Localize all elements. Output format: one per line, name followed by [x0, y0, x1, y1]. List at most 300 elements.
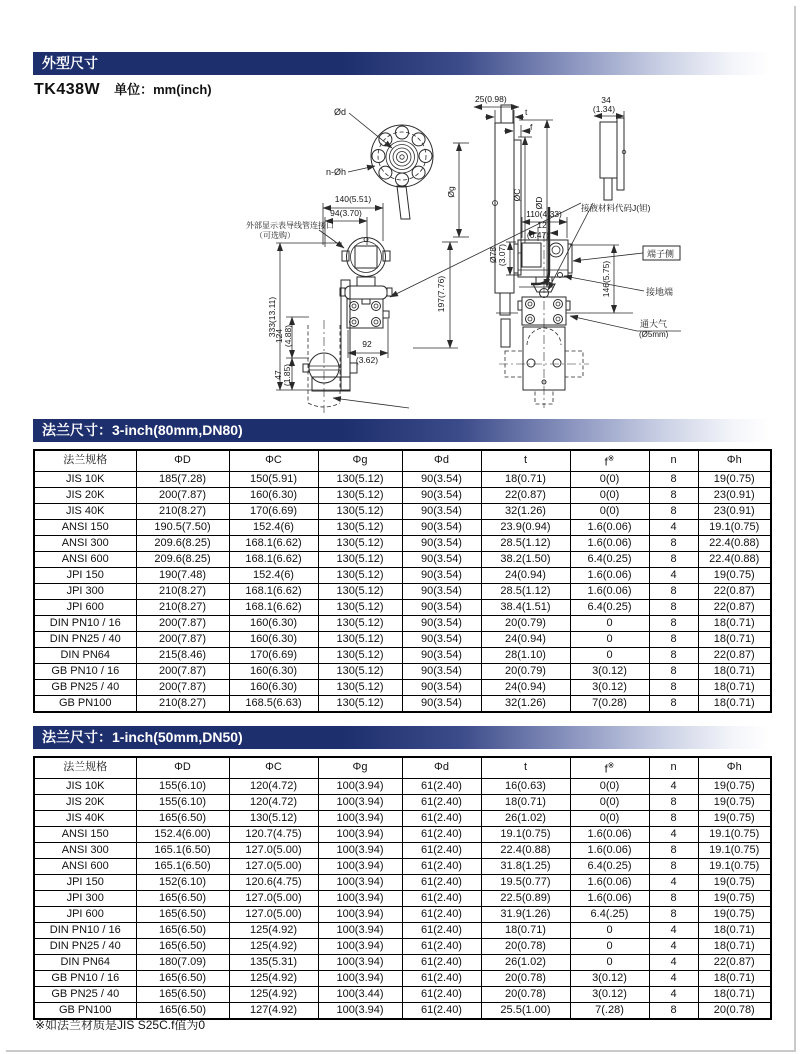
table-cell: ANSI 300: [34, 535, 136, 551]
table-cell: 168.1(6.62): [229, 551, 318, 567]
table-cell: 0(0): [570, 794, 649, 810]
table-cell: JIS 10K: [34, 778, 136, 794]
table-cell: 6.4(0.25): [570, 599, 649, 615]
table-cell: 152.4(6.00): [136, 826, 229, 842]
table-cell: 168.5(6.63): [229, 695, 318, 712]
table-cell: 18(0.71): [481, 471, 570, 487]
table-cell: 31.8(1.25): [481, 858, 570, 874]
drawing-label: (3.07): [497, 243, 507, 267]
table-cell: 209.6(8.25): [136, 551, 229, 567]
table-cell: DIN PN25 / 40: [34, 631, 136, 647]
table-cell: 0: [570, 922, 649, 938]
table-row: [34, 858, 771, 874]
table-cell: GB PN100: [34, 1002, 136, 1019]
drawing-label: f: [530, 122, 533, 132]
table-cell: 130(5.12): [318, 567, 402, 583]
table-row: [34, 487, 771, 503]
column-header: Φh: [698, 757, 771, 778]
table-cell: 90(3.54): [402, 567, 481, 583]
table-cell: 165(6.50): [136, 938, 229, 954]
column-header: Φd: [402, 450, 481, 471]
table-cell: 180(7.09): [136, 954, 229, 970]
table-cell: 20(0.78): [481, 986, 570, 1002]
table-row: [34, 567, 771, 583]
table-cell: 170(6.69): [229, 647, 318, 663]
table-cell: 4: [649, 874, 698, 890]
table-row: [34, 826, 771, 842]
table-cell: 0: [570, 615, 649, 631]
table-cell: 210(8.27): [136, 599, 229, 615]
table-cell: 19.1(0.75): [698, 842, 771, 858]
table-cell: 19.1(0.75): [698, 519, 771, 535]
table-cell: 0: [570, 938, 649, 954]
table-cell: 28(1.10): [481, 647, 570, 663]
table-cell: 120.7(4.75): [229, 826, 318, 842]
drawing-label: (0.47): [526, 230, 550, 240]
table-cell: 127.0(5.00): [229, 890, 318, 906]
drawing-label: Ø78: [488, 246, 498, 264]
table-cell: 165(6.50): [136, 922, 229, 938]
table-cell: 130(5.12): [318, 471, 402, 487]
table-row: [34, 890, 771, 906]
table-cell: ANSI 300: [34, 842, 136, 858]
table-cell: 120(4.72): [229, 794, 318, 810]
flange-table-1inch: [33, 756, 772, 1020]
table-row: [34, 519, 771, 535]
column-header: n: [649, 450, 698, 471]
section-header-flange-3inch: [33, 419, 770, 442]
drawing-label: (3.62): [355, 355, 379, 365]
table-cell: 4: [649, 567, 698, 583]
table-cell: 61(2.40): [402, 1002, 481, 1019]
table-cell: JPI 600: [34, 906, 136, 922]
drawing-label: 146(5.75): [601, 260, 611, 298]
table-cell: ANSI 600: [34, 551, 136, 567]
column-header: Φh: [698, 450, 771, 471]
table-cell: 165.1(6.50): [136, 858, 229, 874]
table-cell: 18(0.71): [698, 938, 771, 954]
table-cell: 3(0.12): [570, 663, 649, 679]
table-cell: 4: [649, 938, 698, 954]
drawing-label: 接地端: [646, 287, 674, 297]
table-cell: 160(6.30): [229, 679, 318, 695]
table-cell: 185(7.28): [136, 471, 229, 487]
table-cell: 8: [649, 695, 698, 712]
table-cell: 61(2.40): [402, 874, 481, 890]
transmitter-front-view: [276, 203, 549, 413]
table-cell: 22(0.87): [698, 583, 771, 599]
table-cell: 61(2.40): [402, 778, 481, 794]
model-number: TK438W: [34, 81, 101, 98]
table-cell: 90(3.54): [402, 583, 481, 599]
table-cell: 100(3.94): [318, 890, 402, 906]
table-cell: 8: [649, 858, 698, 874]
table-cell: 152.4(6): [229, 519, 318, 535]
table-cell: 23(0.91): [698, 487, 771, 503]
table-cell: 6.4(0.25): [570, 858, 649, 874]
table-row: [34, 663, 771, 679]
table-cell: 38.2(1.50): [481, 551, 570, 567]
table-cell: 4: [649, 954, 698, 970]
column-header: f※: [570, 450, 649, 471]
table-cell: 165(6.50): [136, 970, 229, 986]
table-row: [34, 695, 771, 712]
drawing-label: (1.85): [282, 363, 292, 387]
section-title: 外型尺寸: [42, 55, 98, 71]
table-cell: 24(0.94): [481, 679, 570, 695]
drawing-label: 333(13.11): [267, 296, 277, 338]
column-header: Φd: [402, 757, 481, 778]
table-row: [34, 778, 771, 794]
table-cell: 100(3.94): [318, 842, 402, 858]
table-cell: JIS 20K: [34, 487, 136, 503]
table-cell: 210(8.27): [136, 695, 229, 712]
column-header: ΦC: [229, 450, 318, 471]
table-cell: 61(2.40): [402, 858, 481, 874]
table-cell: 190.5(7.50): [136, 519, 229, 535]
table-cell: 18(0.71): [698, 615, 771, 631]
table-row: [34, 970, 771, 986]
table-cell: 61(2.40): [402, 906, 481, 922]
table-cell: 23.9(0.94): [481, 519, 570, 535]
drawing-label: 47: [273, 370, 283, 380]
table-cell: 130(5.12): [318, 551, 402, 567]
table-cell: 0(0): [570, 487, 649, 503]
table-cell: 0: [570, 647, 649, 663]
column-header: ΦD: [136, 450, 229, 471]
table-cell: 90(3.54): [402, 615, 481, 631]
table-cell: 19.1(0.75): [698, 826, 771, 842]
table-cell: 22(0.87): [698, 599, 771, 615]
table-cell: 165.1(6.50): [136, 842, 229, 858]
footnote: ※如法兰材质是JIS S25C.f值为0: [35, 1018, 206, 1032]
table-cell: 19(0.75): [698, 906, 771, 922]
table-cell: 18(0.71): [698, 986, 771, 1002]
table-cell: GB PN10 / 16: [34, 970, 136, 986]
drawing-label: 110(4.33): [526, 209, 562, 219]
table-row: [34, 842, 771, 858]
table-cell: 200(7.87): [136, 487, 229, 503]
table-cell: 19(0.75): [698, 794, 771, 810]
table-cell: 130(5.12): [318, 631, 402, 647]
table-row: [34, 535, 771, 551]
table-cell: 26(1.02): [481, 810, 570, 826]
table-cell: 61(2.40): [402, 938, 481, 954]
table-cell: 8: [649, 615, 698, 631]
table-row: [34, 794, 771, 810]
column-header: ΦC: [229, 757, 318, 778]
table-cell: 165(6.50): [136, 906, 229, 922]
table-row: [34, 583, 771, 599]
table-row: [34, 679, 771, 695]
table-cell: 19(0.75): [698, 567, 771, 583]
drawing-label: t: [525, 107, 528, 117]
table-row: [34, 906, 771, 922]
table-cell: 61(2.40): [402, 970, 481, 986]
drawing-label: （可选购）: [255, 231, 295, 240]
table-cell: 61(2.40): [402, 794, 481, 810]
table-cell: 20(0.78): [698, 1002, 771, 1019]
table-cell: 130(5.12): [318, 615, 402, 631]
drawing-label: 25(0.98): [475, 95, 507, 104]
table-cell: 1.6(0.06): [570, 826, 649, 842]
drawing-label: ØC: [512, 188, 522, 202]
table-cell: 8: [649, 810, 698, 826]
drawing-label: (4.88): [283, 324, 293, 348]
drawing-label: 140(5.51): [334, 194, 372, 204]
table-cell: 1.6(0.06): [570, 842, 649, 858]
table-cell: 8: [649, 583, 698, 599]
table-cell: 130(5.12): [318, 695, 402, 712]
table-cell: 90(3.54): [402, 471, 481, 487]
table-row: [34, 810, 771, 826]
table-cell: 28.5(1.12): [481, 583, 570, 599]
table-cell: 100(3.94): [318, 810, 402, 826]
table-cell: 170(6.69): [229, 503, 318, 519]
table-cell: 61(2.40): [402, 842, 481, 858]
table-cell: JPI 300: [34, 583, 136, 599]
table-cell: 120.6(4.75): [229, 874, 318, 890]
table-cell: 0: [570, 954, 649, 970]
drawing-label: 外部显示表导线管连接口: [246, 221, 334, 230]
table-cell: 61(2.40): [402, 922, 481, 938]
table-cell: 165(6.50): [136, 890, 229, 906]
table-cell: JIS 20K: [34, 794, 136, 810]
table-cell: 200(7.87): [136, 631, 229, 647]
table-row: [34, 922, 771, 938]
table-cell: 210(8.27): [136, 583, 229, 599]
table-cell: 90(3.54): [402, 599, 481, 615]
table-cell: JPI 300: [34, 890, 136, 906]
table-cell: DIN PN10 / 16: [34, 922, 136, 938]
drawing-label: 12: [537, 220, 547, 230]
scan-edge-right: [794, 6, 796, 1050]
table-cell: 160(6.30): [229, 615, 318, 631]
table-cell: 152(6.10): [136, 874, 229, 890]
drawing-label: 端子侧: [647, 249, 675, 259]
table-cell: ANSI 150: [34, 826, 136, 842]
table-cell: 130(5.12): [318, 583, 402, 599]
table-cell: 32(1.26): [481, 695, 570, 712]
table-cell: 18(0.71): [698, 922, 771, 938]
table-cell: JPI 150: [34, 567, 136, 583]
table-cell: 0: [570, 631, 649, 647]
table-cell: 130(5.12): [318, 679, 402, 695]
table-cell: JIS 10K: [34, 471, 136, 487]
table-cell: 127(4.92): [229, 1002, 318, 1019]
table-cell: 125(4.92): [229, 986, 318, 1002]
table-cell: 168.1(6.62): [229, 583, 318, 599]
table-cell: JIS 40K: [34, 503, 136, 519]
table-cell: 90(3.54): [402, 487, 481, 503]
table-cell: 90(3.54): [402, 535, 481, 551]
table-cell: 20(0.79): [481, 663, 570, 679]
table-cell: DIN PN10 / 16: [34, 615, 136, 631]
table-cell: 22.4(0.88): [698, 551, 771, 567]
table-cell: 0(0): [570, 503, 649, 519]
table-cell: 18(0.71): [698, 663, 771, 679]
table-cell: 168.1(6.62): [229, 599, 318, 615]
drawing-label: (1.34): [592, 104, 616, 114]
table-cell: GB PN100: [34, 695, 136, 712]
column-header: Φg: [318, 450, 402, 471]
table-cell: 24(0.94): [481, 567, 570, 583]
table-cell: 18(0.71): [698, 970, 771, 986]
technical-drawing: [33, 95, 770, 417]
table-cell: GB PN25 / 40: [34, 679, 136, 695]
table-cell: 120(4.72): [229, 778, 318, 794]
table-cell: 1.6(0.06): [570, 583, 649, 599]
transmitter-side-view: [496, 217, 681, 408]
table-cell: 90(3.54): [402, 679, 481, 695]
table-cell: ANSI 150: [34, 519, 136, 535]
table-cell: 61(2.40): [402, 810, 481, 826]
table-cell: 130(5.12): [318, 487, 402, 503]
table-cell: 25.5(1.00): [481, 1002, 570, 1019]
table-cell: 100(3.94): [318, 922, 402, 938]
drawing-label: 92: [362, 339, 372, 349]
table-cell: 150(5.91): [229, 471, 318, 487]
column-header: 法兰规格: [34, 450, 136, 471]
table-cell: 22(0.87): [698, 647, 771, 663]
table-cell: 8: [649, 487, 698, 503]
table-row: [34, 874, 771, 890]
drawing-label: (Ø5mm): [639, 330, 669, 339]
table-cell: 4: [649, 922, 698, 938]
column-header: t: [481, 757, 570, 778]
table-cell: 19(0.75): [698, 890, 771, 906]
table-cell: 23(0.91): [698, 503, 771, 519]
table-cell: 6.4(.25): [570, 906, 649, 922]
table-cell: 8: [649, 906, 698, 922]
table-cell: 160(6.30): [229, 487, 318, 503]
column-header: 法兰规格: [34, 757, 136, 778]
table-row: [34, 599, 771, 615]
table-cell: 100(3.94): [318, 938, 402, 954]
table-cell: 19(0.75): [698, 778, 771, 794]
table-cell: 8: [649, 1002, 698, 1019]
unit-label: 单位：mm(inch): [114, 82, 212, 97]
column-header: Φg: [318, 757, 402, 778]
scan-edge-bottom: [6, 1050, 796, 1052]
drawing-label: 通大气: [640, 319, 668, 329]
table-cell: 130(5.12): [318, 663, 402, 679]
table-cell: 130(5.12): [318, 599, 402, 615]
table-cell: 4: [649, 970, 698, 986]
table-cell: 20(0.78): [481, 938, 570, 954]
table-cell: 3(0.12): [570, 970, 649, 986]
table-cell: 100(3.94): [318, 906, 402, 922]
table-cell: GB PN25 / 40: [34, 986, 136, 1002]
table-cell: 165(6.50): [136, 1002, 229, 1019]
table-cell: 8: [649, 842, 698, 858]
table-cell: 22(0.87): [481, 487, 570, 503]
table-row: [34, 938, 771, 954]
table-cell: 155(6.10): [136, 778, 229, 794]
drawing-label: 接液材料代码J(钽): [581, 203, 651, 213]
table-cell: 168.1(6.62): [229, 535, 318, 551]
table-cell: 31.9(1.26): [481, 906, 570, 922]
table-cell: 24(0.94): [481, 631, 570, 647]
table-cell: 100(3.94): [318, 954, 402, 970]
table-cell: 200(7.87): [136, 679, 229, 695]
drawing-label: 94(3.70): [330, 208, 362, 218]
table-cell: 7(.28): [570, 1002, 649, 1019]
table-cell: 100(3.94): [318, 874, 402, 890]
table-cell: 61(2.40): [402, 890, 481, 906]
table-cell: 8: [649, 679, 698, 695]
table-row: [34, 471, 771, 487]
table-cell: 18(0.71): [698, 679, 771, 695]
table-cell: 22(0.87): [698, 954, 771, 970]
table-cell: 210(8.27): [136, 503, 229, 519]
table-cell: 1.6(0.06): [570, 535, 649, 551]
table-cell: 130(5.12): [318, 519, 402, 535]
table-row: [34, 954, 771, 970]
table-cell: 1.6(0.06): [570, 874, 649, 890]
drawing-label: ØD: [534, 196, 544, 210]
table-cell: 130(5.12): [318, 647, 402, 663]
table-cell: 3(0.12): [570, 679, 649, 695]
section-title: 法兰尺寸：3-inch(80mm,DN80): [42, 422, 243, 438]
table-cell: 125(4.92): [229, 922, 318, 938]
table-cell: 160(6.30): [229, 631, 318, 647]
table-cell: 28.5(1.12): [481, 535, 570, 551]
table-cell: 127.0(5.00): [229, 906, 318, 922]
column-header: n: [649, 757, 698, 778]
table-cell: 100(3.94): [318, 970, 402, 986]
table-cell: DIN PN64: [34, 647, 136, 663]
table-cell: 61(2.40): [402, 986, 481, 1002]
table-cell: 4: [649, 986, 698, 1002]
section-header-outline-dimensions: [33, 52, 770, 75]
table-cell: 19.1(0.75): [698, 858, 771, 874]
table-cell: 100(3.44): [318, 986, 402, 1002]
table-cell: 130(5.12): [318, 503, 402, 519]
table-cell: 1.6(0.06): [570, 519, 649, 535]
table-cell: 8: [649, 794, 698, 810]
table-cell: 125(4.92): [229, 970, 318, 986]
table-cell: 19.5(0.77): [481, 874, 570, 890]
table-cell: JPI 150: [34, 874, 136, 890]
table-cell: 0(0): [570, 471, 649, 487]
table-cell: 90(3.54): [402, 503, 481, 519]
table-row: [34, 647, 771, 663]
table-cell: 22.4(0.88): [481, 842, 570, 858]
table-cell: 18(0.71): [698, 631, 771, 647]
flange-table-3inch: [33, 449, 772, 713]
table-cell: 19(0.75): [698, 471, 771, 487]
table-cell: 19(0.75): [698, 810, 771, 826]
table-cell: 0(0): [570, 778, 649, 794]
column-header: f※: [570, 757, 649, 778]
table-cell: 100(3.94): [318, 794, 402, 810]
table-cell: 16(0.63): [481, 778, 570, 794]
table-cell: 18(0.71): [481, 794, 570, 810]
table-cell: 20(0.79): [481, 615, 570, 631]
column-header: ΦD: [136, 757, 229, 778]
table-cell: DIN PN64: [34, 954, 136, 970]
table-cell: 8: [649, 503, 698, 519]
drawing-label: Ød: [334, 107, 347, 117]
table-cell: 90(3.54): [402, 695, 481, 712]
table-cell: JIS 40K: [34, 810, 136, 826]
table-cell: 18(0.71): [481, 922, 570, 938]
table-cell: 152.4(6): [229, 567, 318, 583]
section-title: 法兰尺寸：1-inch(50mm,DN50): [42, 729, 243, 745]
table-cell: 4: [649, 778, 698, 794]
table-row: [34, 551, 771, 567]
